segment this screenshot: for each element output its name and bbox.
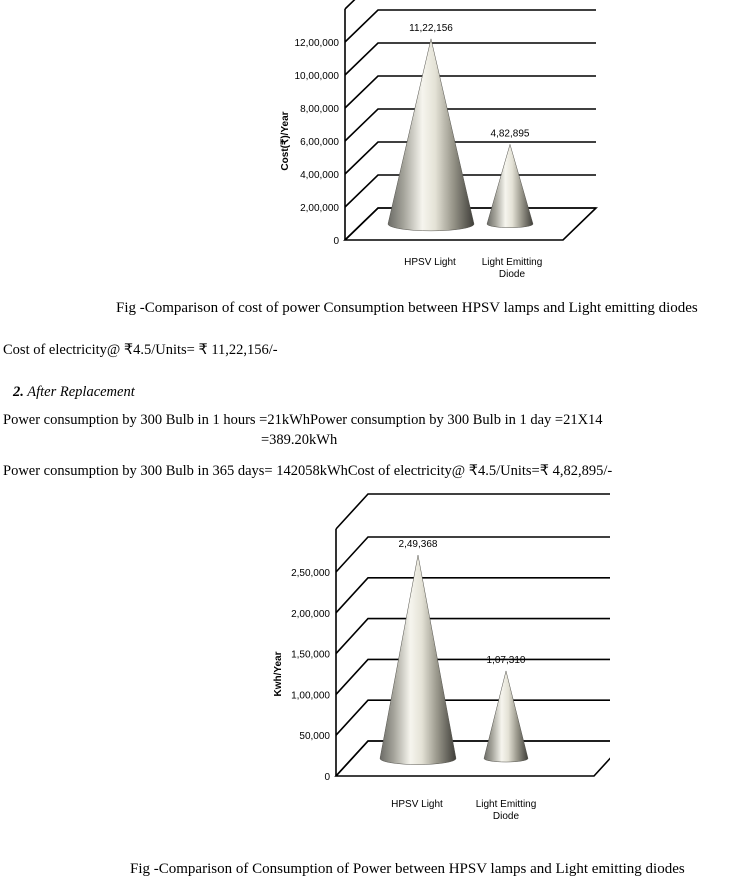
y-tick-label: 50,000 <box>299 731 330 743</box>
gridline <box>336 537 610 572</box>
chart-floor <box>336 741 610 776</box>
section-heading <box>13 384 135 401</box>
section-number: 2. <box>13 384 24 400</box>
data-label: 2,49,368 <box>398 539 438 551</box>
y-tick-label: 10,00,000 <box>294 71 339 82</box>
y-tick-label: 12,00,000 <box>294 38 339 49</box>
data-label: 4,82,895 <box>490 128 530 140</box>
gridline <box>345 76 596 108</box>
gridline <box>345 43 596 75</box>
cone-bar <box>388 39 474 231</box>
category-label: HPSV Light <box>391 799 443 810</box>
y-axis-label: Cost(₹)/Year <box>280 111 291 171</box>
cone-bar <box>487 144 533 227</box>
figure-caption-cost: Fig -Comparison of cost of power Consumption between HPSV lamps and Light emitting diodes <box>116 300 698 316</box>
gridline <box>336 659 610 694</box>
power-consumption-line-2: =389.20kWh <box>261 432 338 448</box>
gridline <box>336 741 610 776</box>
figure-caption-energy: Fig -Comparison of Consumption of Power between HPSV lamps and Light emitting diodes <box>130 861 685 877</box>
power-consumption-line-3: Power consumption by 300 Bulb in 365 days= 142058kWhCost of electricity@ ₹4.5/Units=₹ 4,82,895/- <box>3 463 613 479</box>
gridline <box>336 578 610 613</box>
category-label: Diode <box>492 811 520 822</box>
gridline <box>336 619 610 654</box>
y-tick-label: 1,00,000 <box>291 690 330 702</box>
gridline <box>336 494 610 529</box>
data-label: 1,07,310 <box>486 654 526 666</box>
y-tick-label: 0 <box>333 236 339 247</box>
y-tick-label: 1,50,000 <box>291 649 330 661</box>
power-consumption-line-1: Power consumption by 300 Bulb in 1 hours =21kWhPower consumption by 300 Bulb in 1 day =21X14 <box>3 412 603 428</box>
gridline <box>345 142 596 174</box>
category-label: Diode <box>498 269 526 280</box>
y-tick-label: 4,00,000 <box>300 170 339 181</box>
energy-cone-chart <box>270 490 610 840</box>
gridline <box>345 0 596 9</box>
category-label: Light Emitting <box>475 799 537 810</box>
cost-of-electricity-line: Cost of electricity@ ₹4.5/Units= ₹ 11,22,156/- <box>3 342 278 358</box>
y-tick-label: 8,00,000 <box>300 104 339 115</box>
y-tick-label: 2,50,000 <box>291 568 330 579</box>
cone-bar <box>484 671 528 762</box>
y-tick-label: 6,00,000 <box>300 137 339 148</box>
cost-cone-chart <box>270 0 610 290</box>
section-title: After Replacement <box>27 384 135 400</box>
category-label: HPSV Light <box>404 257 456 268</box>
category-label: Light Emitting <box>481 257 543 268</box>
y-axis-label: Kwh/Year <box>273 651 284 697</box>
gridline <box>336 700 610 735</box>
y-tick-label: 2,00,000 <box>300 203 339 214</box>
gridline <box>345 109 596 141</box>
y-tick-label: 2,00,000 <box>291 608 330 620</box>
y-tick-label: 0 <box>324 772 330 783</box>
gridline <box>345 175 596 207</box>
gridline <box>345 10 596 42</box>
data-label: 11,22,156 <box>409 22 453 34</box>
